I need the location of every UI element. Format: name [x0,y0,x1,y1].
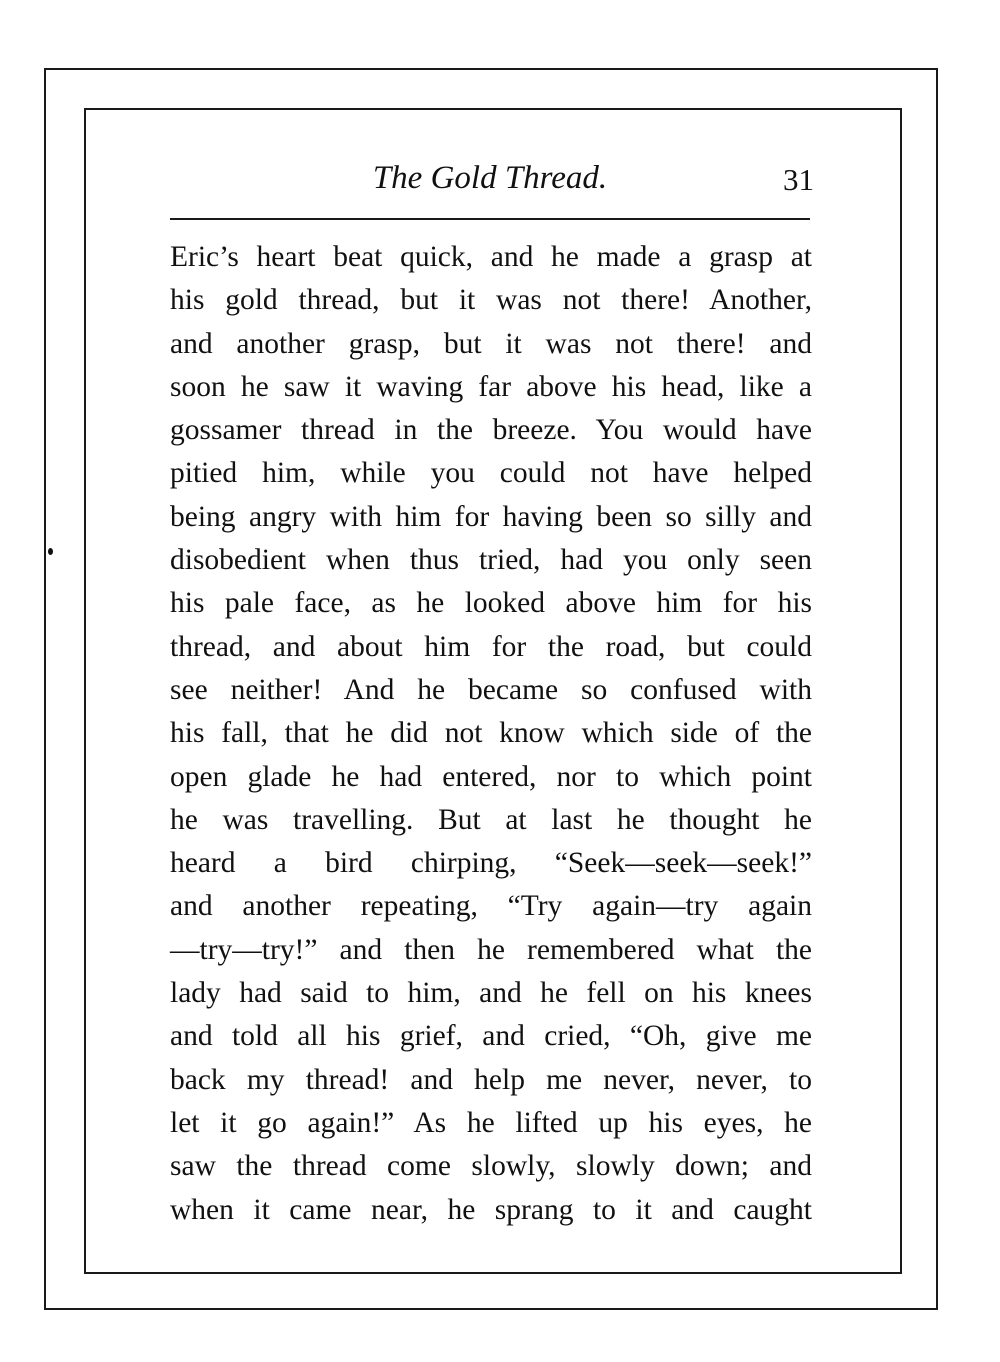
text-line: his gold thread, but it was not there! Another, [170,284,812,317]
text-line: heard a bird chirping, “Seek—seek—seek!” [170,847,812,880]
text-line: see neither! And he became so confused with [170,673,812,706]
page-number: 31 [783,162,814,197]
text-line: thread, and about him for the road, but could [170,630,812,663]
text-line: gossamer thread in the breeze. You would have [170,414,812,447]
text-line: open glade he had entered, nor to which point [170,760,812,793]
text-line: being angry with him for having been so silly and [170,500,812,533]
text-line: pitied him, while you could not have helped [170,457,812,490]
text-line: his pale face, as he looked above him for his [170,587,812,620]
text-line: when it came near, he sprang to it and caught [170,1193,812,1226]
margin-speck [48,548,53,555]
text-line: back my thread! and help me never, never, to [170,1063,812,1096]
running-title: The Gold Thread. [372,160,608,196]
text-line: —try—try!” and then he remembered what the [170,933,812,966]
text-line: lady had said to him, and he fell on his knees [170,977,812,1010]
header-rule [170,218,810,220]
text-line: let it go again!” As he lifted up his eyes, he [170,1106,812,1139]
text-line: saw the thread come slowly, slowly down; and [170,1150,812,1183]
text-line: and another repeating, “Try again—try again [170,890,812,923]
text-line: disobedient when thus tried, had you only seen [170,544,812,577]
text-line: soon he saw it waving far above his head, like a [170,370,812,403]
body-text [170,236,812,1232]
text-line: Eric’s heart beat quick, and he made a grasp at [170,241,812,273]
text-line: and told all his grief, and cried, “Oh, give me [170,1020,812,1053]
text-line: and another grasp, but it was not there! and [170,327,812,360]
text-line: he was travelling. But at last he thought he [170,803,812,836]
text-line: his fall, that he did not know which side of the [170,717,812,750]
